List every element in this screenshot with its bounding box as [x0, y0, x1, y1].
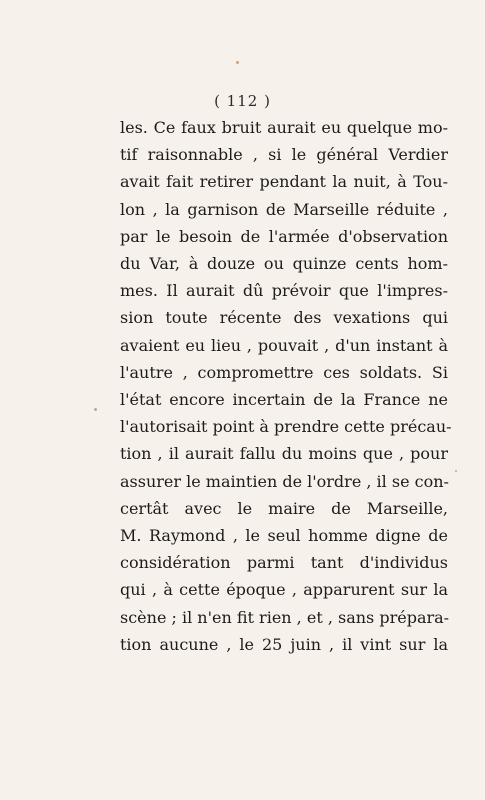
text-line: scène ; il n'en fit rien , et , sans prépara-: [120, 607, 450, 627]
page-number: ( 112 ): [214, 92, 271, 110]
text-line: les. Ce faux bruit aurait eu quelque mo-: [120, 118, 448, 137]
text-line: certât avec le maire de Marseille,: [120, 498, 448, 518]
text-line: qui , à cette époque , apparurent sur la: [120, 580, 448, 600]
text-line: l'autre , compromettre ces soldats. Si: [120, 362, 448, 382]
text-line: par le besoin de l'armée d'observation: [120, 226, 448, 246]
body-text: [120, 114, 452, 658]
text-line: assurer le maintien de l'ordre , il se con-: [120, 471, 449, 491]
text-line: l'autorisait point à prendre cette précau-: [120, 417, 452, 437]
text-line: lon , la garnison de Marseille réduite ,: [120, 199, 448, 219]
text-line: mes. Il aurait dû prévoir que l'impres-: [120, 281, 448, 301]
paper-speck: [236, 61, 239, 64]
text-line: tion , il aurait fallu du moins que , pour: [120, 444, 448, 464]
text-line: sion toute récente des vexations qui: [120, 308, 448, 328]
text-line: du Var, à douze ou quinze cents hom-: [120, 254, 448, 274]
text-line: considération parmi tant d'individus: [120, 553, 448, 573]
paper-speck: [94, 408, 97, 411]
text-line: avait fait retirer pendant la nuit, à Tou-: [120, 172, 448, 192]
text-line: l'état encore incertain de la France ne: [120, 390, 448, 410]
text-line: tif raisonnable , si le général Verdier: [120, 145, 448, 165]
text-line: tion aucune , le 25 juin , il vint sur la: [120, 634, 448, 654]
paper-speck: [455, 470, 457, 472]
text-line: avaient eu lieu , pouvait , d'un instant à: [120, 335, 448, 355]
text-line: M. Raymond , le seul homme digne de: [120, 526, 448, 546]
